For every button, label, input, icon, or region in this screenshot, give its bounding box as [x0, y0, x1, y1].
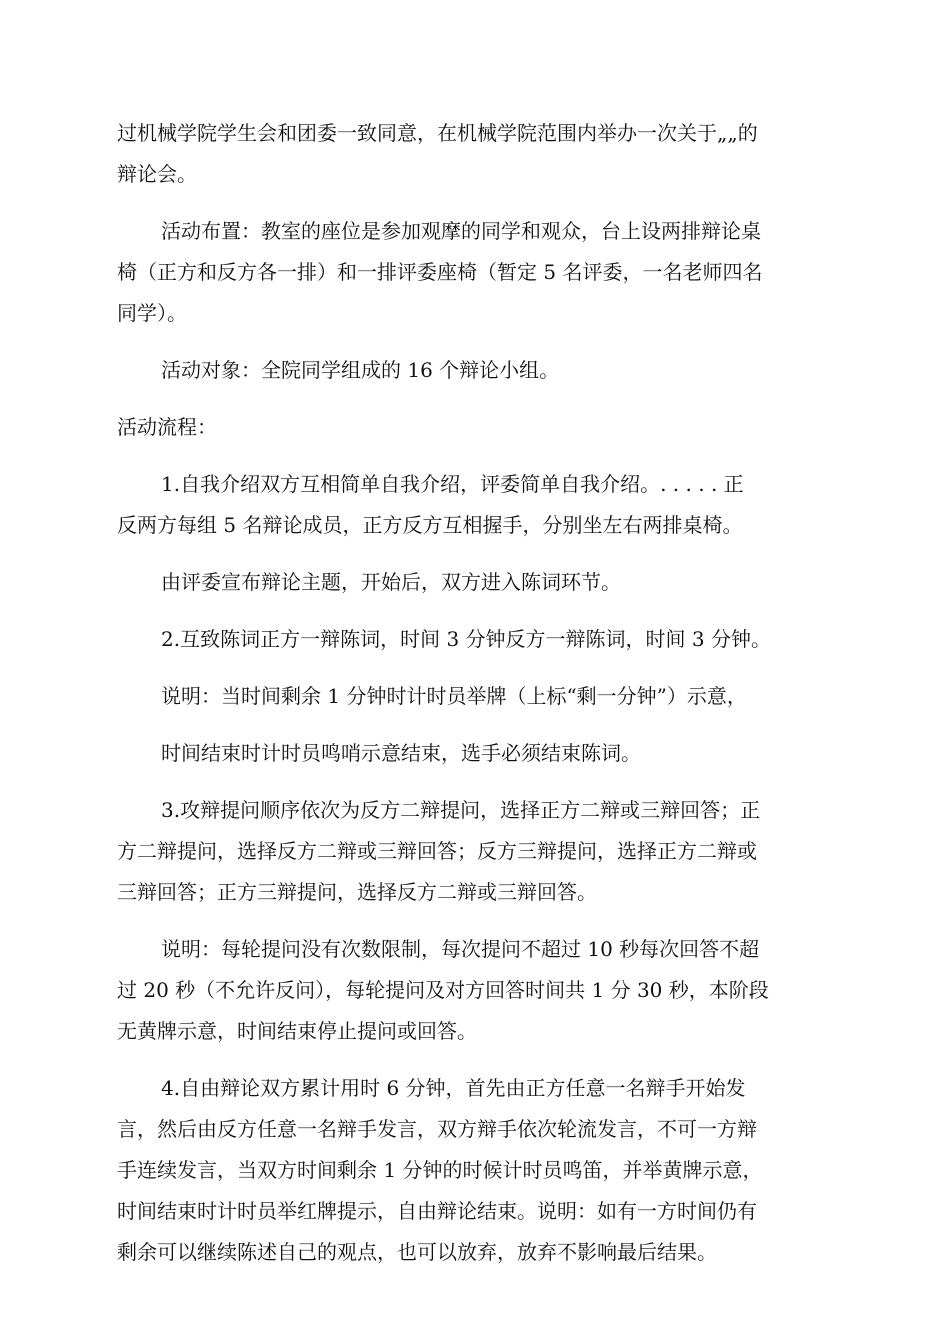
text-line: 辩论会。	[117, 162, 197, 186]
text-line: 同学）。	[117, 301, 187, 325]
document-body	[117, 113, 833, 1289]
paragraph-topic-announce	[117, 562, 833, 603]
text-line: 剩余可以继续陈述自己的观点，也可以放弃，放弃不影响最后结果。	[117, 1240, 717, 1264]
text-line: 1.自我介绍双方互相简单自我介绍，评委简单自我介绍。. . . . . 正	[161, 472, 744, 496]
text-line: 由评委宣布辩论主题，开始后，双方进入陈词环节。	[161, 570, 621, 594]
paragraph-process-heading	[117, 407, 833, 448]
paragraph-intro	[117, 113, 833, 195]
paragraph-activity-target	[117, 350, 833, 391]
text-line: 活动布置：教室的座位是参加观摩的同学和观众，台上设两排辩论桌	[161, 219, 761, 243]
text-line: 4.自由辩论双方累计用时 6 分钟，首先由正方任意一名辩手开始发	[161, 1076, 746, 1100]
paragraph-activity-layout	[117, 211, 833, 334]
paragraph-step-4	[117, 1068, 833, 1273]
text-line: 手连续发言，当双方时间剩余 1 分钟的时候计时员鸣笛，并举黄牌示意，	[117, 1158, 763, 1182]
text-line: 过 20 秒（不允许反问），每轮提问及对方回答时间共 1 分 30 秒，本阶段	[117, 978, 769, 1002]
text-line: 时间结束时计时员举红牌提示，自由辩论结束。说明：如有一方时间仍有	[117, 1199, 757, 1223]
text-line: 2.互致陈词正方一辩陈词，时间 3 分钟反方一辩陈词，时间 3 分钟。	[161, 627, 771, 651]
text-line: 活动流程：	[117, 415, 217, 439]
paragraph-note-1	[117, 676, 833, 717]
text-line: 三辩回答；正方三辩提问，选择反方二辩或三辩回答。	[117, 880, 597, 904]
text-line: 过机械学院学生会和团委一致同意，在机械学院范围内举办一次关于„„的	[117, 121, 758, 145]
paragraph-note-1-end	[117, 733, 833, 774]
paragraph-step-3	[117, 790, 833, 913]
paragraph-step-2	[117, 619, 833, 660]
text-line: 活动对象：全院同学组成的 16 个辩论小组。	[161, 358, 560, 382]
text-line: 椅（正方和反方各一排）和一排评委座椅（暂定 5 名评委，一名老师四名	[117, 260, 763, 284]
text-line: 无黄牌示意，时间结束停止提问或回答。	[117, 1019, 477, 1043]
text-line: 3.攻辩提问顺序依次为反方二辩提问，选择正方二辩或三辩回答；正	[161, 798, 761, 822]
paragraph-note-2	[117, 929, 833, 1052]
text-line: 时间结束时计时员鸣哨示意结束，选手必须结束陈词。	[161, 741, 641, 765]
paragraph-step-1	[117, 464, 833, 546]
text-line: 方二辩提问，选择反方二辩或三辩回答；反方三辩提问，选择正方二辩或	[117, 839, 757, 863]
text-line: 说明：当时间剩余 1 分钟时计时员举牌（上标“剩一分钟”）示意，	[161, 684, 747, 708]
text-line: 言，然后由反方任意一名辩手发言，双方辩手依次轮流发言，不可一方辩	[117, 1117, 757, 1141]
text-line: 说明：每轮提问没有次数限制，每次提问不超过 10 秒每次回答不超	[161, 937, 760, 961]
text-line: 反两方每组 5 名辩论成员，正方反方互相握手，分别坐左右两排桌椅。	[117, 513, 743, 537]
